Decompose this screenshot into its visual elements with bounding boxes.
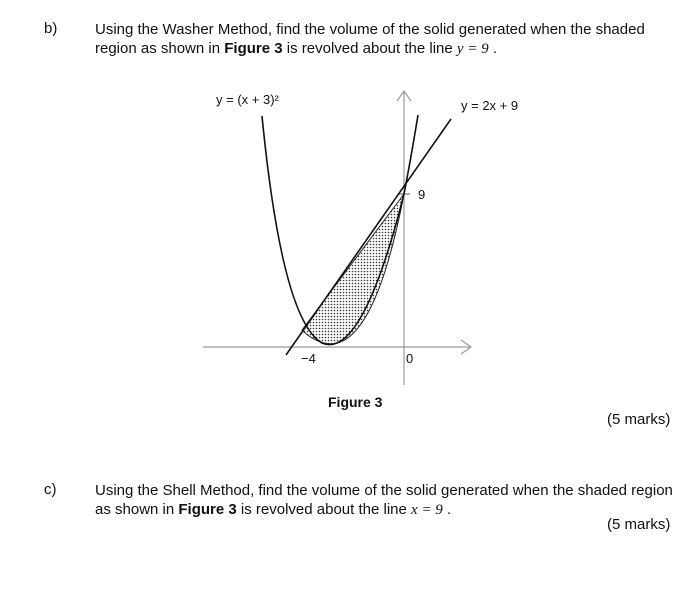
part-c-line1: Using the Shell Method, find the volume of the solid generated when the shaded region	[95, 482, 673, 499]
figure-caption: Figure 3	[328, 394, 383, 410]
part-c-line2: as shown in Figure 3 is revolved about the line x = 9 .	[95, 501, 452, 518]
part-c-question	[95, 481, 690, 520]
part-c-axis-eq: x = 9	[411, 502, 443, 518]
line-label: y = 2x + 9	[461, 98, 519, 113]
part-c-figure-ref: Figure 3	[178, 501, 237, 518]
part-b-line2: region as shown in Figure 3 is revolved about the line y = 9 .	[95, 40, 498, 57]
part-b-marks: (5 marks)	[607, 411, 671, 428]
line-y-2x-plus-9	[286, 119, 451, 355]
parabola-label: y = (x + 3)²	[216, 92, 279, 107]
part-b-figure-ref: Figure 3	[224, 40, 283, 57]
part-b-axis-eq: y = 9	[456, 41, 489, 57]
origin-label: 0	[406, 351, 414, 366]
shaded-region	[302, 194, 404, 344]
part-b-label: b)	[44, 20, 58, 37]
part-b-line1: Using the Washer Method, find the volume of the solid generated when the shaded	[95, 21, 645, 38]
part-c-label: c)	[44, 481, 57, 498]
part-c-marks: (5 marks)	[607, 516, 671, 533]
tick-label-9: 9	[418, 187, 426, 202]
tick-label-neg4: −4	[301, 351, 316, 366]
